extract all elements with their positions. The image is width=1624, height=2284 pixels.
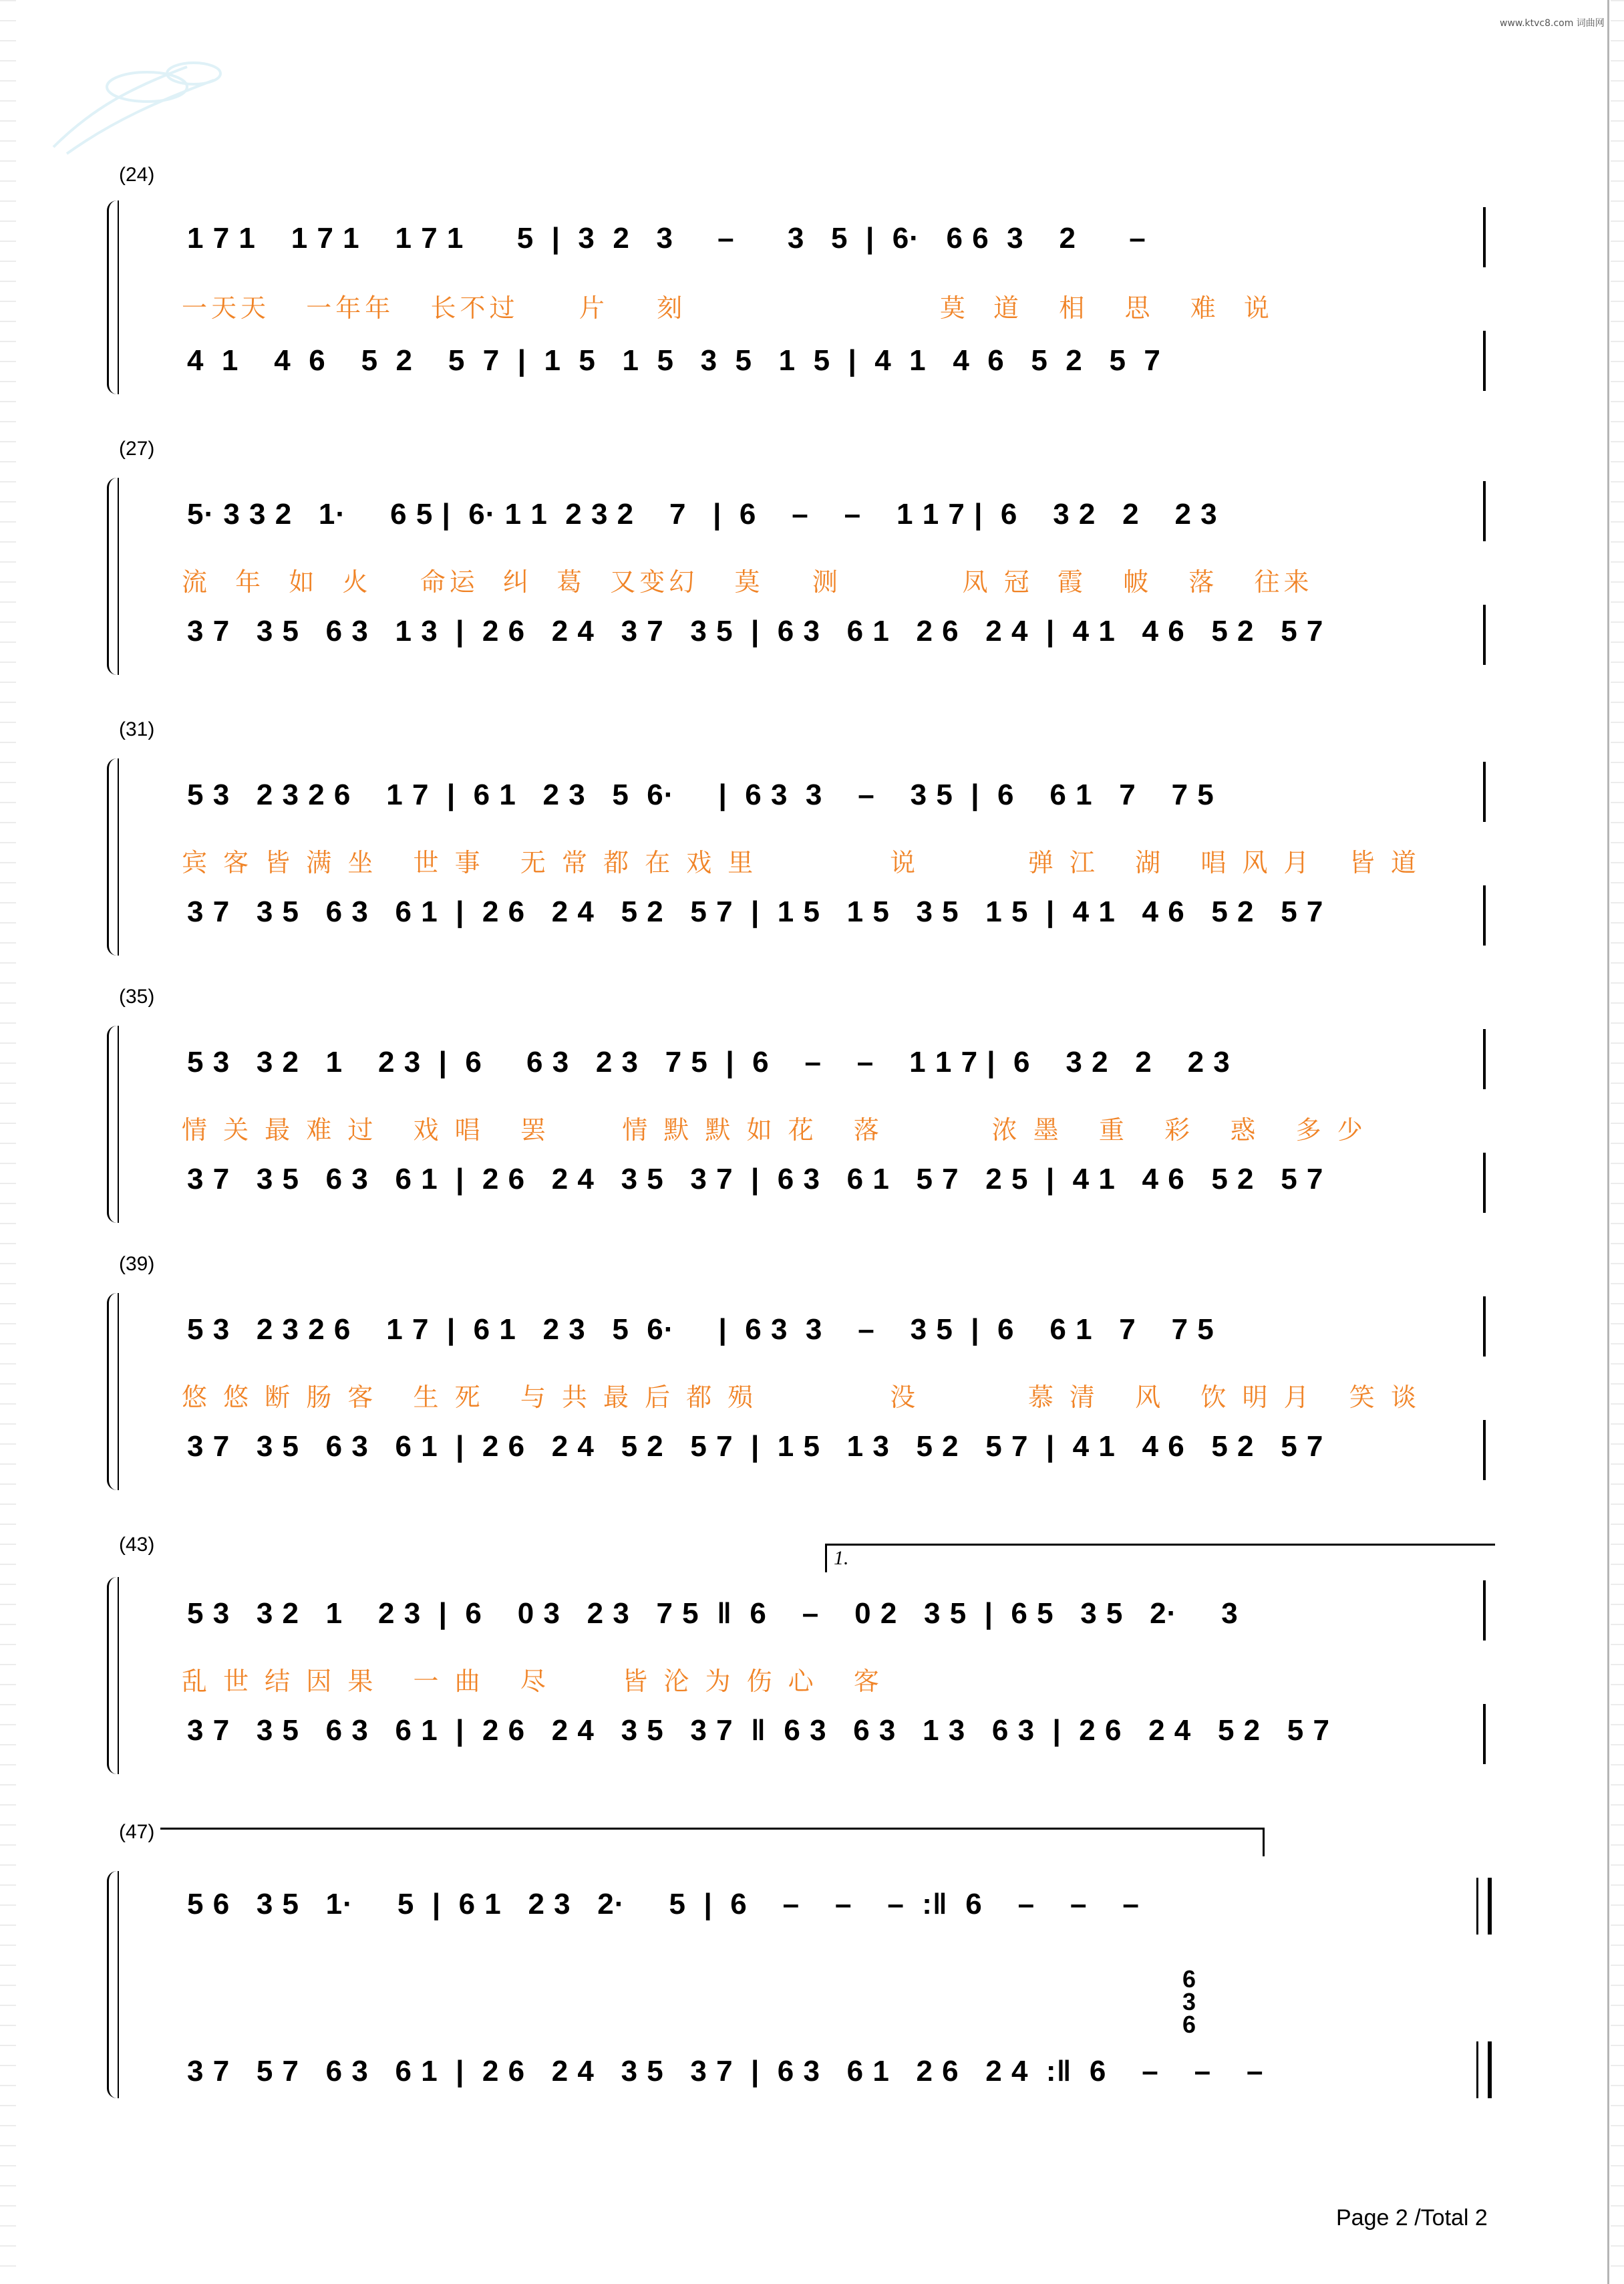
lyrics-line: 流 年 如 火 命运 纠 葛 又变幻 莫 测 凤 冠 霞 帔 落 往来 xyxy=(182,567,1313,597)
system-line xyxy=(118,1026,119,1223)
lyrics-line: 一天天 一年年 长不过 片 刻 莫 道 相 思 难 说 xyxy=(182,293,1273,323)
bass-line: 4 1 4 6 5 2 5 7 | 1 5 1 5 3 5 1 5 | 4 1 4 6 5 2 5 7 xyxy=(187,344,1161,377)
system-brace xyxy=(107,1293,117,1490)
system-line xyxy=(118,1871,119,2098)
chord-stack: 6 3 6 xyxy=(1182,1965,1197,2038)
lyrics-line: 宾 客 皆 满 坐 世 事 无 常 都 在 戏 里 说 弹 江 湖 唱 风 月 皆 道 xyxy=(182,848,1420,877)
watermark-logo xyxy=(40,27,301,160)
system-31 xyxy=(120,715,1496,962)
system-brace xyxy=(107,758,117,956)
page-footer: Page 2 /Total 2 xyxy=(1336,2205,1488,2231)
lyrics-line: 悠 悠 断 肠 客 生 死 与 共 最 后 都 殒 没 慕 清 风 饮 明 月 笑 谈 xyxy=(182,1383,1420,1412)
measure-number: (24) xyxy=(119,164,155,186)
barline xyxy=(1483,1580,1486,1640)
lyrics-line: 乱 世 结 因 果 一 曲 尽 皆 沦 为 伤 心 客 xyxy=(182,1667,883,1696)
system-brace xyxy=(107,1577,117,1774)
system-27 xyxy=(120,434,1496,682)
barline xyxy=(1483,207,1486,267)
barline xyxy=(1483,762,1486,822)
barline xyxy=(1483,1296,1486,1357)
barline xyxy=(1483,481,1486,541)
melody-line: 5 6 3 5 1· 5 | 6 1 2 3 2· 5 | 6 – – – :‖ 6 – – – xyxy=(187,1888,1140,1920)
bass-line: 3 7 3 5 6 3 6 1 | 2 6 2 4 5 2 5 7 | 1 5 1 3 5 2 5 7 | 4 1 4 6 5 2 5 7 xyxy=(187,1430,1324,1463)
right-margin-strip xyxy=(1611,0,1624,2284)
system-24 xyxy=(120,160,1496,401)
system-35 xyxy=(120,982,1496,1230)
volta-label: 1. xyxy=(834,1547,849,1569)
system-43 xyxy=(120,1530,1496,1784)
final-barline xyxy=(1476,1878,1492,1935)
measure-number: (31) xyxy=(119,718,155,740)
page-edge-line xyxy=(1607,0,1609,2284)
bass-line: 3 7 3 5 6 3 6 1 | 2 6 2 4 3 5 3 7 | 6 3 6 1 5 7 2 5 | 4 1 4 6 5 2 5 7 xyxy=(187,1163,1324,1195)
volta-bracket xyxy=(825,1544,1495,1572)
barline xyxy=(1483,885,1486,946)
bass-line: 3 7 3 5 6 3 6 1 | 2 6 2 4 3 5 3 7 ‖ 6 3 6 3 1 3 6 3 | 2 6 2 4 5 2 5 7 xyxy=(187,1714,1330,1747)
melody-line: 5 3 2 3 2 6 1 7 | 6 1 2 3 5 6· | 6 3 3 – 3 5 | 6 6 1 7 7 5 xyxy=(187,1313,1214,1346)
melody-line: 5 3 3 2 1 2 3 | 6 6 3 2 3 7 5 | 6 – – 1 1 7 | 6 3 2 2 2 3 xyxy=(187,1046,1231,1079)
volta-bracket xyxy=(160,1828,1265,1856)
barline xyxy=(1483,605,1486,665)
final-barline xyxy=(1476,2041,1492,2098)
melody-line: 5· 3 3 2 1· 6 5 | 6· 1 1 2 3 2 7 | 6 – – 1 1 7 | 6 3 2 2 2 3 xyxy=(187,498,1218,531)
system-brace xyxy=(107,478,117,675)
barline xyxy=(1483,1153,1486,1213)
system-brace xyxy=(107,1871,117,2098)
measure-number: (47) xyxy=(119,1821,155,1843)
site-tag: www.ktvc8.com 词曲网 xyxy=(1500,18,1605,29)
barline xyxy=(1483,331,1486,391)
system-line xyxy=(118,1293,119,1490)
system-brace xyxy=(107,200,117,394)
system-line xyxy=(118,1577,119,1774)
barline xyxy=(1483,1420,1486,1480)
system-line xyxy=(118,758,119,956)
melody-line: 5 3 2 3 2 6 1 7 | 6 1 2 3 5 6· | 6 3 3 – 3 5 | 6 6 1 7 7 5 xyxy=(187,778,1214,811)
system-39 xyxy=(120,1250,1496,1497)
left-margin-strip xyxy=(0,0,16,2284)
measure-number: (39) xyxy=(119,1253,155,1275)
bass-line: 3 7 3 5 6 3 6 1 | 2 6 2 4 5 2 5 7 | 1 5 1 5 3 5 1 5 | 4 1 4 6 5 2 5 7 xyxy=(187,895,1324,928)
system-47 xyxy=(120,1818,1496,2105)
melody-line: 5 3 3 2 1 2 3 | 6 0 3 2 3 7 5 ‖ 6 – 0 2 3 5 | 6 5 3 5 2· 3 xyxy=(187,1597,1239,1630)
melody-line: 1 7 1 1 7 1 1 7 1 5 | 3 2 3 – 3 5 | 6· 6 6 3 2 – xyxy=(187,222,1146,255)
bass-line: 3 7 3 5 6 3 1 3 | 2 6 2 4 3 7 3 5 | 6 3 6 1 2 6 2 4 | 4 1 4 6 5 2 5 7 xyxy=(187,615,1324,648)
lyrics-line: 情 关 最 难 过 戏 唱 罢 情 默 默 如 花 落 浓 墨 重 彩 惑 多 少 xyxy=(182,1115,1367,1145)
system-brace xyxy=(107,1026,117,1223)
measure-number: (27) xyxy=(119,438,155,460)
barline xyxy=(1483,1704,1486,1764)
barline xyxy=(1483,1029,1486,1089)
measure-number: (35) xyxy=(119,986,155,1008)
system-line xyxy=(118,478,119,675)
system-line xyxy=(118,200,119,394)
bass-line: 3 7 5 7 6 3 6 1 | 2 6 2 4 3 5 3 7 | 6 3 6 1 2 6 2 4 :‖ 6 – – – xyxy=(187,2055,1264,2088)
measure-number: (43) xyxy=(119,1534,155,1556)
